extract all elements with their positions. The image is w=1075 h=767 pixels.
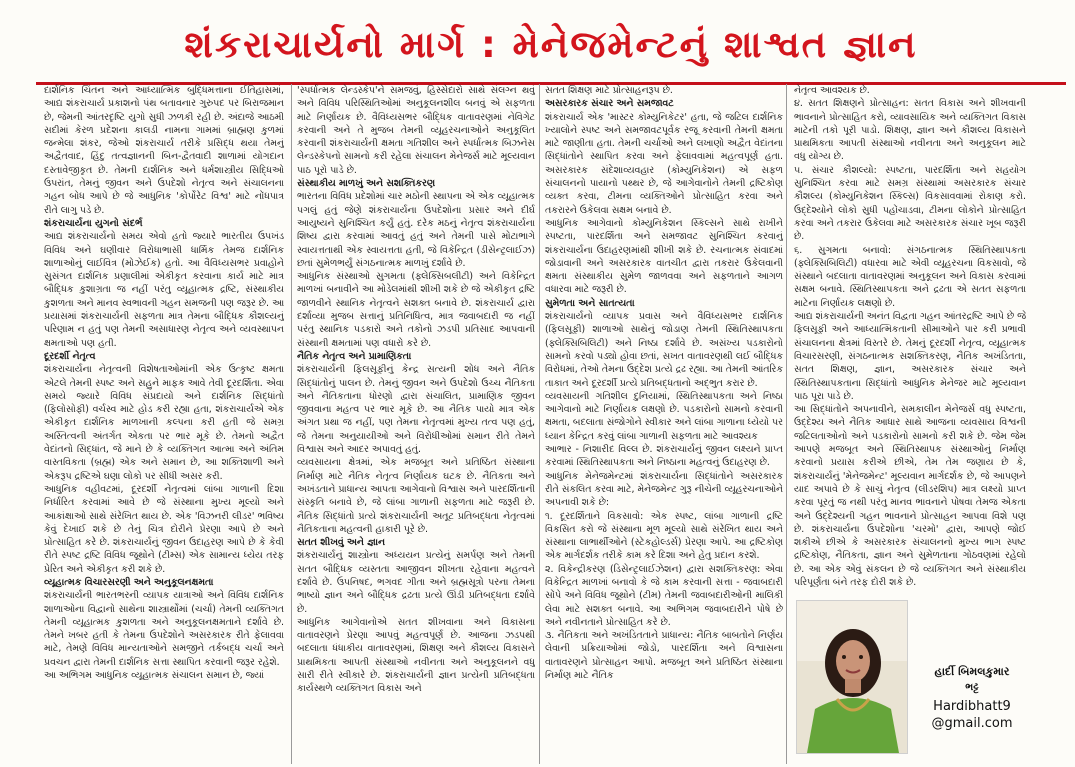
paragraph: આદ્ય શંકરાચાર્યની અનંત વિદ્વતા ગહન આંતરદ્રષ્ટિ આપે છે જે ફિલસૂફી અને આધ્યાત્મિકતાની સીમાઓને પાર કરી પ્રભાવી સંચાલનના ક્ષેત્રમાં વિસ્તરે છે. તેમનું દૂરદર્શી નેતૃત્વ, વ્યૂહાત્મક વિચારસરણી, સંગઠનાત્મક સશક્તિકરણ, નૈતિક અખંડિતતા, સતત શિક્ષણ, જ્ઞાન, અસરકારક સંચાર અને સ્થિતિસ્થાપકતાના સિદ્ધાંતો આધુનિક મેનેજર માટે મૂલ્યવાન પાઠ પૂરા પાડે છે. — [794, 311, 1026, 402]
paragraph: આ સિદ્ધાંતોને અપનાવીને, સમકાલીન મેનેજર્સ વધુ સ્પષ્ટતા, ઉદ્દેશ્ય અને નૈતિક આધાર સાથે આજના વ્યવસાય વિશ્વની જટિલતાઓનો અને પડકારોનો સામનો કરી શકે છે. જેમ જેમ આપણે મજબૂત અને સ્થિતિસ્થાપક સંસ્થાઓનું નિર્માણ કરવાનો પ્રયાસ કરીએ છીએ, તેમ તેમ જણાય છે કે, શંકરાચાર્યનું 'મેનેજમેન્ટ' મૂલ્યવાન માર્ગદર્શક છે, જે આપણને યાદ અપાવે છે કે સાચું નેતૃત્વ (લીડરશિપ) માત્ર લક્ષ્યો પ્રાપ્ત કરવા પૂરતું જ નથી પરંતુ માનવ ભાવનાને પોષવા તેમજ એકતા અને ઉદ્દેશ્યની ગહન ભાવનાને પ્રોત્સાહન આપવા વિશે પણ છે. શંકરાચાર્યના ઉપદેશોના 'ચરમો' દ્વારા, આપણે જોઈ શકીએ છીએ કે અસરકારક સંચાલનનો મુખ્ય ભાગ સ્પષ્ટ દ્રષ્ટિકોણ, નૈતિકતા, જ્ઞાન અને સુમેળતાના ગોઠવણમાં રહેલો છે. આ એક એવું સંકલન છે જે વ્યક્તિગત અને સંસ્થાકીય પરિપૂર્ણતા બંને તરફ દોરી શકે છે. — [794, 404, 1026, 588]
paragraph: આધુનિક સંસ્થાઓ સુગમતા (ફ્લેક્સિબલીટી) અને વિકેન્દ્રિત માળખાં બનાવીને આ મોડેલમાંથી શીખી શકે છે જે એકીકૃત દ્રષ્ટિ જાળવીને સ્થાનિક નેતૃત્વને સશક્ત બનાવે છે. શંકરાચાર્ય દ્વારા દર્શાવ્યા મુજબ સત્તાનું પ્રતિનિધિત્વ, માત્ર જવાબદારી જ નહીં પરંતુ સ્થાનિક પડકારો અને તકોનો ઝડપી પ્રતિસાદ આપવાની સંસ્થાની ક્ષમતામાં પણ વધારો કરે છે. — [297, 271, 535, 349]
column-1 — [44, 84, 284, 767]
article-headline: શંકરાચાર્યનો માર્ગ : મેનેજમેન્ટનું શાશ્વત જ્ઞાન — [184, 23, 918, 66]
section-heading: શંકરાચાર્યના યુગનો સંદર્ભ — [44, 217, 143, 229]
paragraph: શંકરાચાર્યનું શાસ્ત્રોના અધ્યયન પ્રત્યેનું સમર્પણ અને તેમની સતત બૌદ્ધિક વ્યસ્તતા આજીવન શીખતા રહેવાના મહત્વને દર્શાવે છે. ઉપનિષદ, ભગવદ ગીતા અને બ્રહ્મસૂત્રો પરના તેમના ભાષ્યો જ્ઞાન અને બૌદ્ધિક દ્રઢતા પ્રત્યે ઊંડી પ્રતિબદ્ધતા દર્શાવે છે. — [297, 550, 535, 615]
section-heading: સતત શીખવું અને જ્ઞાન — [297, 537, 386, 549]
author-portrait-image — [797, 601, 907, 753]
paragraph: આધુનિક આગેવાનોએ સતત શીખવાના અને વિકાસના વાતાવરણને પ્રેરણા આપવું મહત્વપૂર્ણ છે. આજના ઝડપથી બદલાતા ધંધાકીય વાતાવરણમાં, શિક્ષણ અને કૌશલ્ય વિકાસને પ્રાથમિકતા આપતી સંસ્થાઓ નવીનતા અને અનુકૂલનને વધુ સારી રીતે સ્વીકારે છે. શંકરાચાર્યની જ્ઞાન પ્રત્યેની પ્રતિબદ્ધતા કાર્યસ્થળે વ્યક્તિગત વિકાસ અને — [297, 616, 535, 695]
section-heading: દૂરદર્શી નેતૃત્વ — [44, 350, 96, 362]
paragraph: શંકરાચાર્યનો વ્યાપક પ્રવાસ અને વૈવિધ્યસભર દાર્શનિક (ફિલસૂફી) શાળાઓ સાથેનું જોડાણ તેમની સ્થિતિસ્થાપકતા (ફ્લેક્સિબિલિટી) અને નિષ્ઠા દર્શાવે છે. અસંખ્ય પડકારોનો સામનો કરવો પડ્યો હોવા છતાં, સખત વાતાવરણથી લઈ બૌદ્ધિક વિરોધમાં, તેઓ તેમના ઉદ્દેશ પ્રત્યે દ્રઢ રહ્યા. આ તેમની આંતરિક તાકાત અને દૂરદર્શી પ્રત્યે પ્રતિબદ્ધતાનો અદ્ભુત કરાર છે. — [545, 311, 783, 389]
section-heading: નૈતિક નેતૃત્વ અને પ્રામાણિકતા — [297, 350, 412, 362]
section-heading: સુમેળતા અને સાતત્યતા — [545, 297, 635, 309]
paragraph: આદ્ય શંકરાચાર્યનો સમય એવો હતો જ્યારે ભારતીય ઉપખંડ વિવિધ અને ઘણીવાર વિરોધાભાસી ધાર્મિક તેમજ દાર્શનિક શાળાઓનું લાઈવિત્ર (મોઝેઈક) હતો. આ વૈવિધ્યસભર પ્રવાહોને સુસંગત દાર્શનિક પ્રણાલીમાં એકીકૃત કરવાના કાર્ય માટે માત્ર બૌદ્ધિક કુશાગ્રતા જ નહીં પરંતુ વ્યૂહાત્મક દ્રષ્ટિ, સંસ્થાકીય કુશળતા અને માનવ સ્વભાવની ગહન સમજની પણ જરૂર છે. આ પ્રયાસમાં શંકરાચાર્યની સફળતા માત્ર તેમના બૌદ્ધિક કૌશલ્યનું પરિણામ ન હતું પણ તેમની અસાધારણ નેતૃત્વ અને વ્યવસ્થાપન ક્ષમતાઓ પણ હતી. — [44, 231, 284, 349]
paragraph: ભારતના વિવિધ પ્રદેશોમાં ચાર મઠોની સ્થાપના એ એક વ્યૂહાત્મક પગલું હતું જેણે શંકરાચાર્યના ઉપદેશોના પ્રસાર અને દીર્ઘ આયુષ્યને સુનિશ્ચિત કર્યું હતું. દરેક મઠનું નેતૃત્વ શંકરાચાર્યના શિષ્ય દ્વારા કરવામાં આવતું હતું અને તેમની પાસે મોટાભાગે સ્વાયત્તતાથી એક સ્વાયત્તતા હતી, જે વિકેન્દ્રિત (ડીસેન્ટ્રલાઈઝ) છતાં સુમેળભર્યું સંગઠનાત્મક માળખું દર્શાવે છે. — [297, 191, 535, 269]
paragraph: આ અભિગમ આધુનિક વ્યૂહાત્મક સંચાલન સમાન છે, જ્યાં — [44, 670, 265, 682]
author-name: હાર્દી બિમલકુમાર — [934, 665, 1010, 678]
author-email-handle: Hardibhatt9 — [933, 699, 1011, 714]
paragraph: વ્યવસાયની ગતિશીલ દુનિયામાં, સ્થિતિસ્થાપકતા અને નિષ્ઠા આગેવાનો માટે નિર્ણાયક લક્ષણો છે. પડકારોનો સામનો કરવાની ક્ષમતા, બદલાતા સંજોગોને સ્વીકાર અને લાંબા ગાળાના ધ્યેયો પર ધ્યાન કેન્દ્રિત કરવું લાંબા ગાળાની સફળતા માટે આવશ્યક — [545, 390, 783, 442]
column-3 — [545, 84, 783, 767]
paragraph: આધુનિક મેનેજમેન્ટમાં શંકરાચાર્યના સિદ્ધાંતોને અસરકારક રીતે સંકલિત કરવા માટે, મેનેજમેન્ટ ગુરૂ નીચેની વ્યૂહરચનાઓને અપનાવી શકે છે: — [545, 470, 783, 509]
paragraph: ૩. નૈતિકતા અને અખંડિતતાને પ્રાધાન્ય: નૈતિક બાબતોને નિર્ણય લેવાની પ્રક્રિયાઓમાં જોડો, પારદર્શિતા અને વિશ્વાસના વાતાવરણને પ્રોત્સાહન આપો. મજબૂત અને પ્રતિષ્ઠિત સંસ્થાના નિર્માણ માટે નૈતિક — [545, 630, 783, 682]
paragraph: આધુનિક વહીવટમાં, દૂરદર્શી નેતૃત્વમાં લાંબા ગાળાની દિશા નિર્ધારિત કરવામાં આવે છે જે સંસ્થાના મુખ્ય મૂલ્યો અને આકાંક્ષાઓ સાથે સંરેખિત થાય છે. એક 'વિઝનરી લીડર' ભવિષ્ય કેવું દેખાઈ શકે છે તેનું ચિત્ર દોરીને પ્રેરણા આપે છે અને પ્રોત્સાહિત કરે છે. શંકરાચાર્યનું જીવન ઉદાહરણ આપે છે કે કેવી રીતે સ્પષ્ટ દ્રષ્ટિ વિવિધ જૂથોને (ટીમ્સ) એક સામાન્ય ધ્યેય તરફ પ્રેરિત અને એકીકૃત કરી શકે છે. — [44, 483, 284, 575]
paragraph: વ્યવસાયના ક્ષેત્રમાં, એક મજબૂત અને પ્રતિષ્ઠિત સંસ્થાના નિર્માણ માટે નૈતિક નેતૃત્વ નિર્ણાયક ઘટક છે. નૈતિકતા અને અખંડતાને પ્રાધાન્ય આપતા આગેવાનો વિશ્વાસ અને પારદર્શિતાની સંસ્કૃતિ બનાવે છે, જે લાંબા ગાળાની સફળતા માટે જરૂરી છે. નૈતિક સિદ્ધાંતો પ્રત્યે શંકરાચાર્યની અતૂટ પ્રતિબદ્ધતા નેતૃત્વમાં નૈતિકતાના મહત્વની હાકારી પૂરે છે. — [297, 457, 535, 535]
author-photo — [796, 600, 908, 754]
author-surname: ભટ્ટ — [965, 682, 979, 693]
paragraph: શંકરાચાર્યની ફિલસૂફીનું કેન્દ્ર સત્યની શોધ અને નૈતિક સિદ્ધાંતોનું પાલન છે. તેમનું જીવન અને ઉપદેશો ઉચ્ચ નૈતિકતા અને નૈતિકતાના ધોરણો દ્વારા સંચાલિત, પ્રામાણિક જીવન જીવવાના મહત્વ પર ભાર મૂકે છે. આ નૈતિક પાયો માત્ર એક અંગત પ્રથા જ નહીં, પણ તેમના નેતૃત્વમાં મુખ્ય તત્વ પણ હતું, જે તેમના અનુયાયીઓ અને વિરોધીઓમાં સમાન રીતે તેમને વિશ્વાસ અને આદર અપાવતું હતું. — [297, 364, 535, 456]
section-heading: અસરકારક સંચાર અને સમજાવટ — [545, 98, 674, 110]
paragraph: ૬. સુગમતા બનાવો: સંગઠનાત્મક સ્થિતિસ્થાપકતા (ફ્લેક્સિબિલિટી) વધારવા માટે એવી વ્યૂહરચના વિકસાવો, જે સંસ્થાને બદલાતા વાતાવરણમાં અનુકૂલન અને વિકાસ કરવામાં સક્ષમ બનાવે. સ્થિતિસ્થાપકતા અને દ્રઢતા એ સતત સફળતા માટેના નિર્ણાયક લક્ષણો છે. — [794, 244, 1026, 309]
author-email-domain: @gmail.com — [931, 716, 1013, 731]
paragraph: ૫. સંચાર કૌશલ્યો: સ્પષ્ટતા, પારદર્શિતા અને સહયોગ સુનિશ્ચિત કરવા માટે સમગ્ર સંસ્થામાં અસરકારક સંચાર કૌશલ્ય (કોમ્યુનિકેશન સ્કિલ્સ) વિકસાવવામાં રોકાણ કરો. ઉદ્દેશ્યોને લોકો સુધી પહોંચાડવા, ટીમના લોકોને પ્રોત્સાહિત કરવા અને તકરાર ઉકેલવા માટે અસરકારક સંચાર ખૂબ જરૂરી છે. — [794, 164, 1026, 243]
paragraph: ૨. વિકેન્દ્રીકરણ (ડિસેન્ટ્રલાઈઝેશન) દ્વારા સશક્તિકરણ: એવા વિકેન્દ્રિત માળખાં બનાવો કે જે કામ કરવાની સત્તા - જવાબદારી સોંપે અને વિવિધ જૂથોને (ટીમ) તેમની જવાબદારીઓની માલિકી લેવા માટે સશક્ત બનાવે. આ અભિગમ જવાબદારીને પોષે છે અને નવીનતાને પ્રોત્સાહિત કરે છે. — [545, 563, 783, 628]
column-4 — [794, 84, 1026, 594]
paragraph: આભાર - નિશારીદ વિલ્લ છે. શંકરાચાર્યનું જીવન લક્ષ્યને પ્રાપ્ત કરવામાં સ્થિતિસ્થાપકતા અને નિષ્ઠાના મહત્વનું ઉદાહરણ છે. — [545, 444, 783, 469]
paragraph: દાર્શનિક ચિંતન અને આધ્યાત્મિક બુદ્ધિમત્તાના ઈતિહાસમાં, આદ્ય શંકરાચાર્ય પ્રકાશનો પંથ બતાવનાર ગુરુપદ પર બિરાજમાન છે, જેમની આંતરદૃષ્ટિ યુગો સુધી ઝળકી રહી છે. અંદાજે આઠમી સદીમાં કેરળ પ્રદેશના કાલડી નામના ગામમાં બ્રાહ્મણ કુળમાં જન્મેલા શંકર, જેઓ શંકરાચાર્ય તરીકે પ્રસિદ્ધ થયા તેમનું અદ્વૈતવાદ, હિંદુ તત્વજ્ઞાનની બિન-દ્વૈતવાદી શાળામાં યોગદાન દસ્તાવેજીકૃત છે. તેમની દાર્શનિક અને ધર્મશાસ્ત્રીય સિદ્ધિઓ ઉપરાંત, તેમનું જીવન અને ઉપદેશો નેતૃત્વ અને સંચાલનના ગહન બોધ આપે છે જે આધુનિક 'કોર્પોરેટ વિશ્વ' માટે નોંધપાત્ર રીતે લાગુ પડે છે. — [44, 85, 284, 216]
paragraph: સતત શિક્ષણ માટે પ્રોત્સાહનરૂપ છે. — [545, 85, 673, 96]
paragraph: આધુનિક આગેવાનો કોમ્યુનિકેશન સ્કિલ્સને સાથે રાખીને સ્પષ્ટતા, પારદર્શિતા અને સમજાવટ સુનિશ્ચિત કરવાનું શંકરાચાર્યના ઉદાહરણમાંથી શીખી શકે છે. રચનાત્મક સંવાદમાં જોડાવાની અને અસરકારક વાતચીત દ્વારા તકરાર ઉકેલવાની ક્ષમતા સંસ્થાકીય સુમેળ જાળવવા અને સફળતાને આગળ વધારવા માટે જરૂરી છે. — [545, 217, 783, 296]
section-heading: સંસ્થાકીય માળખું અને સશક્તિકરણ — [297, 178, 436, 190]
paragraph: શંકરાચાર્યની ભારતભરની વ્યાપક યાત્રાઓ અને વિવિધ દાર્શનિક શાળાઓના વિદ્વાનો સાથેના શાસ્ત્રાર્થોમાં (ચર્ચા) તેમની વ્યક્તિગત તેમની વ્યૂહાત્મક કુશળતા અને અનુકૂલનક્ષમતાને દર્શાવે છે. તેમને ખબર હતી કે તેમના ઉપદેશોને અસરકારક રીતે ફેલાવવા માટે, તેમણે વિવિધ માન્યતાઓને સમજીને તર્કબદ્ધ ચર્ચા અને પ્રવચન દ્વારા તેમની દાર્શનિક સત્તા સ્થાપિત કરવાની જરૂર રહેશે. — [44, 590, 284, 668]
paragraph: નેતૃત્વ આવશ્યક છે. — [794, 85, 870, 96]
section-heading: વ્યૂહાત્મક વિચારસરણી અને અનુકૂલનક્ષમતા — [44, 576, 214, 588]
paragraph: 'સ્પર્ધાત્મક લેન્ડસ્કેપ'ને સમજવું, હિસ્સેદારો સાથે સંલગ્ન થવું અને વિવિધ પરિસ્થિતિઓમાં અનુકૂલનશીલ બનવું એ સફળતા માટે નિર્ણાયક છે. વૈવિધ્યસભર બૌદ્ધિક વાતાવરણમાં નેવિગેટ કરવાની અને તે મુજબ તેમની વ્યૂહરચનાઓને અનુકૂલિત કરવાની શંકરાચાર્યની ક્ષમતા ગતિશીલ અને સ્પર્ધાત્મક બિઝનેસ લેન્ડસ્કેપનો સામનો કરી રહેલા સંચાલન મેનેજર્સ માટે મૂલ્યવાન પાઠ પૂરો પાડે છે. — [297, 85, 535, 176]
author-byline — [912, 665, 1032, 731]
paragraph: ૧. દૂરદર્શિતાને વિકસાવો: એક સ્પષ્ટ, લાંબા ગાળાની દ્રષ્ટિ વિકસિત કરો જે સંસ્થાના મૂળ મૂલ્યો સાથે સંરેખિત થાય અને સંસ્થાના લાભાર્થીઓને (સ્ટેકહોલ્ડર્સ) પ્રેરણા આપે. આ દ્રષ્ટિકોણ એક માર્ગદર્શક તરીકે કામ કરે દિશા અને હેતુ પ્રદાન કરશે. — [545, 510, 783, 562]
paragraph: શંકરાચાર્યના નેતૃત્વની વિશેષતાઓમાંની એક ઉત્કૃષ્ટ ક્ષમતા એટલે તેમની સ્પષ્ટ અને સહુને માફક આવે તેવી દૂરદર્શિતા. એવા સમયે જ્યારે વિવિધ સંપ્રદાયો અને દાર્શનિક સિદ્ધાંતો (ફિલોસોફી) વર્ચસ્વ માટે હોડ કરી રહ્યા હતા, શંકરાચાર્યએ એક એકીકૃત દાર્શનિક માળખાની કલ્પના કરી હતી જે સમગ્ર અસ્તિત્વની અંતર્ગત એકતા પર ભાર મૂકે છે. તેમનો અદ્વૈત વેદાંતનો સિદ્ધાંત, જે માને છે કે વ્યક્તિગત આત્મા અને અંતિમ વાસ્તવિકતા (બ્રહ્મ) એક અને સમાન છે, આ શક્તિશાળી અને એકરૂપ દ્રષ્ટિએ ઘણા લોકો પર સીધી અસર કરી. — [44, 364, 284, 482]
column-2 — [297, 84, 535, 767]
headline-bar — [36, 8, 1066, 85]
paragraph: ૪. સતત શિક્ષણને પ્રોત્સાહન: સતત વિકાસ અને શીખવાની ભાવનાને પ્રોત્સાહિત કરો, વ્યાવસાયિક અને વ્યક્તિગત વિકાસ માટેની તકો પૂરી પાડો. શિક્ષણ, જ્ઞાન અને કૌશલ્ય વિકાસને પ્રાથમિકતા આપતી સંસ્થાઓ નવીનતા અને અનુકૂલન માટે વધુ યોગ્ય છે. — [794, 98, 1026, 163]
paragraph: શંકરાચાર્ય એક 'માસ્ટર કોમ્યુનિકેટર' હતા, જે જટિલ દાર્શનિક ખ્યાલોને સ્પષ્ટ અને સમજાવટપૂર્વક રજૂ કરવાની તેમની ક્ષમતા માટે જાણીતા હતા. તેમની ચર્ચાઓ અને લખાણો અદ્વૈત વેદાંતના સિદ્ધાંતોને સ્થાપિત કરવા અને ફેલાવવામાં મહત્વપૂર્ણ હતા. અસરકારક સંદેશાવ્યવહાર (કોમ્યુનિકેશન) એ સફળ સંચાલનનો પાયાનો પથ્થર છે, જે આગેવાનોને તેમની દ્રષ્ટિકોણ વ્યક્ત કરવા, ટીમના વ્યક્તિઓને પ્રોત્સાહિત કરવા અને તકરારને ઉકેલવા સક્ષમ બનાવે છે. — [545, 111, 783, 216]
